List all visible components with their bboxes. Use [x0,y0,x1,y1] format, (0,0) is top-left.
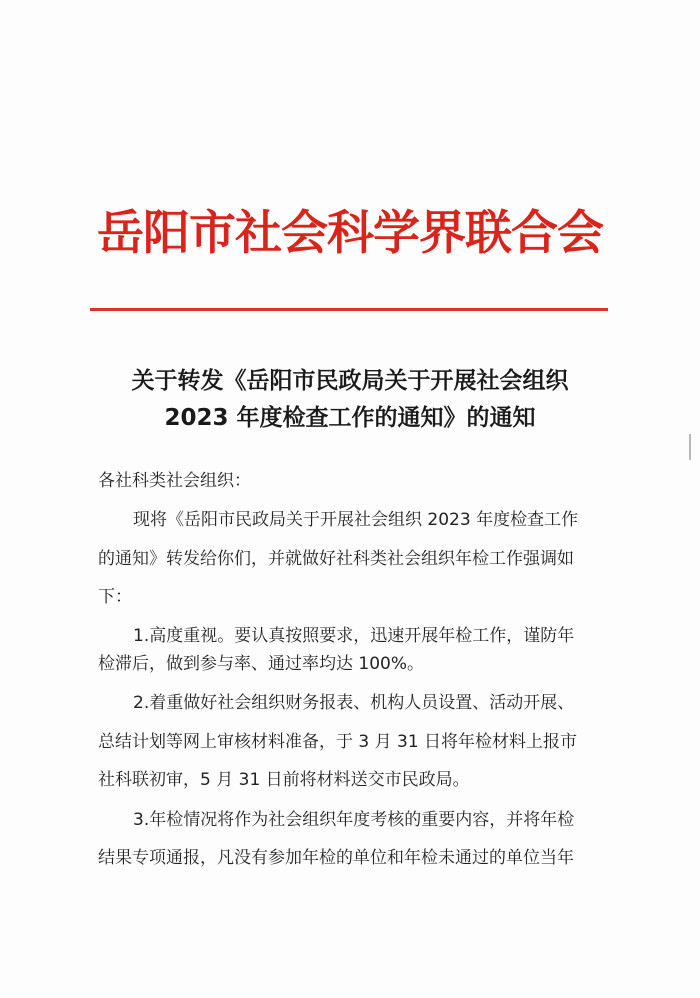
intro-line-1: 现将《岳阳市民政局关于开展社会组织 2023 年度检查工作 [133,510,579,530]
masthead-org-name: 岳阳市社会科学界联合会 [97,206,603,261]
item3-line-1: 3.年检情况将作为社会组织年度考核的重要内容，并将年检 [133,810,575,830]
item2-line-2: 总结计划等网上审核材料准备，于 3 月 31 日将年检材料上报市 [98,732,578,752]
document-title-line-2: 2023 年度检查工作的通知》的通知 [164,405,536,431]
salutation: 各社科类社会组织： [98,471,251,491]
item1-line-1: 1.高度重视。要认真按照要求，迅速开展年检工作，谨防年 [133,626,575,646]
intro-line-3: 下： [98,587,132,607]
item2-line-3: 社科联初审，5 月 31 日前将材料送交市民政局。 [98,770,470,790]
item2-line-1: 2.着重做好社会组织财务报表、机构人员设置、活动开展、 [133,693,575,713]
document-title-line-1: 关于转发《岳阳市民政局关于开展社会组织 [131,368,569,394]
red-header-rule [90,308,608,311]
item3-line-2: 结果专项通报，凡没有参加年检的单位和年检未通过的单位当年 [98,848,574,868]
intro-line-2: 的通知》转发给你们，并就做好社科类社会组织年检工作强调如 [98,549,574,569]
item1-line-2: 检滞后，做到参与率、通过率均达 100%。 [98,654,425,674]
scan-margin-mark [689,434,691,460]
